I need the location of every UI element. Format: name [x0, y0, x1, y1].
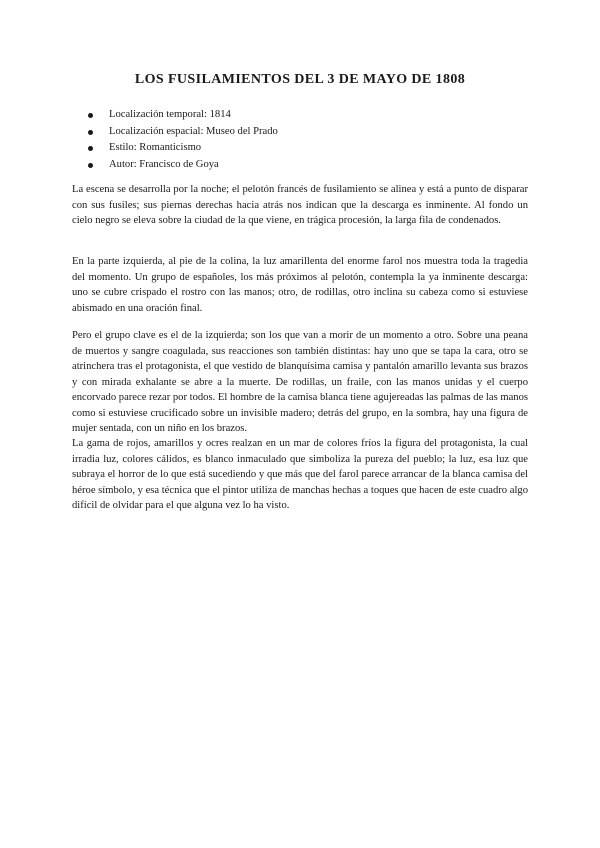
- paragraph-colors: La gama de rojos, amarillos y ocres realzan en un mar de colores fríos la figura del protagonista, la cual irradia luz, colores cálidos, es blanco inmaculado que simboliza la pureza del pueblo; la luz, esa luz que subraya el horror de lo que está sucediendo y que más que del farol parece arrancar de la blanca camisa del héroe símbolo, y esa técnica que el pintor utiliza de manchas hechas a toques que hacen de este cuadro algo difícil de olvidar para el que alguna vez lo ha visto.: [72, 438, 528, 511]
- list-item: [88, 124, 278, 141]
- info-list: [88, 107, 278, 173]
- info-item-style: Estilo: Romanticismo: [109, 142, 202, 153]
- list-item: [88, 140, 278, 157]
- info-item-author: Autor: Francisco de Goya: [109, 158, 219, 170]
- bullet-icon: [88, 113, 93, 118]
- info-item-time: Localización temporal: 1814: [109, 109, 231, 120]
- bullet-icon: [88, 130, 93, 135]
- paragraph-scene: La escena se desarrolla por la noche; el pelotón francés de fusilamiento se alinea y está a punto de disparar con sus fusiles; sus piernas derechas hacia atrás nos indican que la descarga es inminente. Al fondo un cielo negro se eleva sobre la ciudad de la que viene, en trágica procesión, la larga fila de condenados.: [72, 184, 528, 226]
- paragraph-left-group: En la parte izquierda, al pie de la colina, la luz amarillenta del enorme farol nos muestra toda la tragedia del momento. Un grupo de españoles, los más próximos al pelotón, contempla la ya inminente descarga: uno se cubre crispado el rostro con las manos; otro, de rodillas, otro inclina su cabeza como si estuviese abismado en una oración final.: [72, 256, 528, 314]
- bullet-icon: [88, 163, 93, 168]
- document-title: LOS FUSILAMIENTOS DEL 3 DE MAYO DE 1808: [134, 72, 466, 87]
- paragraph-key-group: Pero el grupo clave es el de la izquierda; son los que van a morir de un momento a otro. Sobre una peana de muertos y sangre coagulada, sus reacciones son también distintas: hay uno que se tapa la cara, otro se atrinchera tras el protagonista, el que vestido de blanquísima camisa y pantalón amarillo levanta sus brazos y con mirada exhalante se abre a la muerte. De rodillas, un fraile, con las manos unidas y el cuerpo encorvado parece rezar por todos. El hombre de la camisa blanca tiene agujereadas las palmas de las manos como si estuviese crucificado sobre un invisible madero; detrás del grupo, en la sombra, hay una figura de mujer sentada, con un niño en los brazos.: [72, 330, 528, 434]
- bullet-icon: [88, 146, 93, 151]
- list-item: [88, 107, 278, 124]
- list-item: [88, 157, 278, 174]
- info-item-place: Localización espacial: Museo del Prado: [109, 125, 278, 137]
